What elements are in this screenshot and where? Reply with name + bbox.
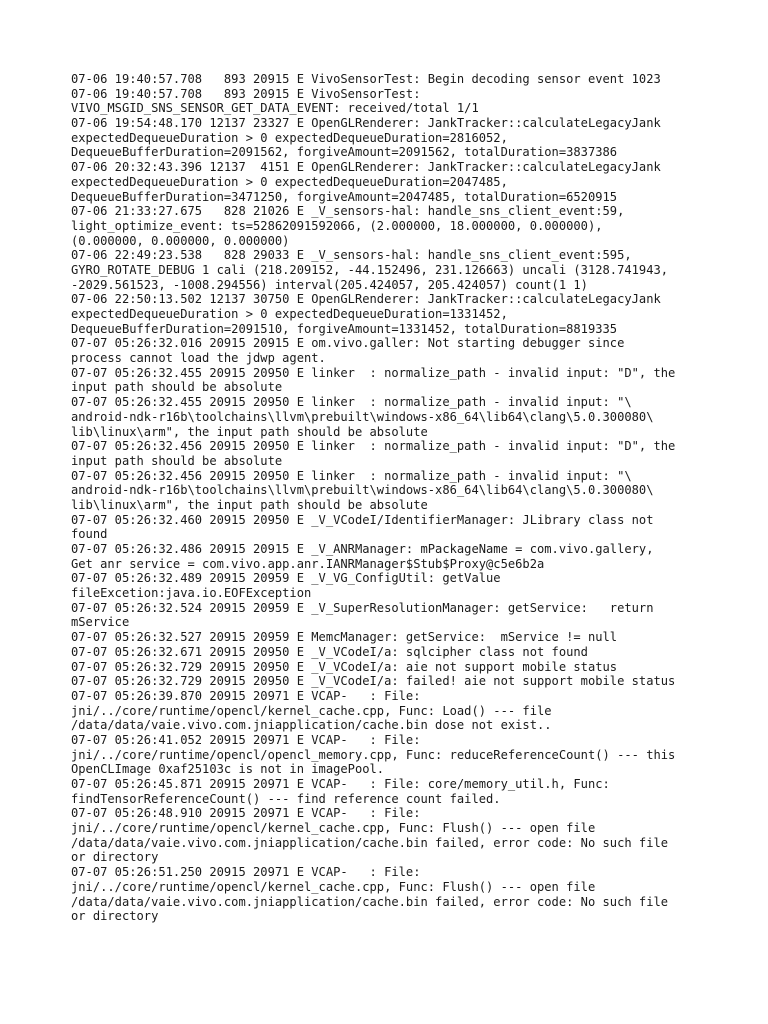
log-line: lib\linux\arm", the input path should be absolute (71, 424, 428, 439)
log-line: expectedDequeueDuration > 0 expectedDequeueDuration=2047485, (71, 174, 508, 189)
log-line: findTensorReferenceCount() --- find reference count failed. (71, 791, 501, 806)
log-line: 07-07 05:26:32.524 20915 20959 E _V_SuperResolutionManager: getService: return (71, 600, 654, 615)
log-line: or directory (71, 850, 159, 865)
log-line: 07-07 05:26:32.456 20915 20950 E linker : normalize_path - invalid input: "D", the (71, 439, 676, 454)
log-line: 07-07 05:26:32.460 20915 20950 E _V_VCodeI/IdentifierManager: JLibrary class not (71, 512, 654, 527)
log-text-block (71, 72, 711, 924)
log-line: jni/../core/runtime/opencl/kernel_cache.cpp, Func: Flush() --- open file (71, 821, 596, 836)
log-line: expectedDequeueDuration > 0 expectedDequeueDuration=1331452, (71, 307, 508, 321)
log-line: 07-07 05:26:39.870 20915 20971 E VCAP- : File: (71, 688, 421, 703)
log-line: 07-07 05:26:41.052 20915 20971 E VCAP- : File: (71, 732, 421, 747)
log-line: 07-07 05:26:32.671 20915 20950 E _V_VCodeI/a: sqlcipher class not found (71, 644, 588, 659)
log-line: process cannot load the jdwp agent. (71, 351, 326, 366)
log-line: 07-06 22:49:23.538 828 29033 E _V_sensors-hal: handle_sns_client_event:595, (71, 248, 632, 263)
log-line: 07-07 05:26:32.486 20915 20915 E _V_ANRManager: mPackageName = com.vivo.gallery, (71, 542, 654, 556)
log-line: 07-07 05:26:45.871 20915 20971 E VCAP- : File: core/memory_util.h, Func: (71, 777, 610, 791)
log-line: 07-07 05:26:32.016 20915 20915 E om.vivo.galler: Not starting debugger since (71, 336, 625, 351)
log-line: DequeueBufferDuration=2091562, forgiveAmount=2091562, totalDuration=3837386 (71, 145, 618, 160)
log-line: 07-06 20:32:43.396 12137 4151 E OpenGLRenderer: JankTracker::calculateLegacyJank (71, 160, 661, 175)
log-line: jni/../core/runtime/opencl/kernel_cache.cpp, Func: Flush() --- open file (71, 879, 596, 894)
log-line: 07-07 05:26:32.455 20915 20950 E linker : normalize_path - invalid input: "\ (71, 395, 632, 410)
log-line: 07-07 05:26:32.729 20915 20950 E _V_VCodeI/a: failed! aie not support mobile status (71, 674, 676, 689)
log-line: 07-07 05:26:32.729 20915 20950 E _V_VCodeI/a: aie not support mobile status (71, 659, 618, 674)
log-line: or directory (71, 909, 159, 924)
log-line: jni/../core/runtime/opencl/kernel_cache.cpp, Func: Load() --- file (71, 703, 552, 718)
log-line: 07-06 21:33:27.675 828 21026 E _V_sensors-hal: handle_sns_client_event:59, (71, 204, 625, 219)
log-line: 07-06 19:54:48.170 12137 23327 E OpenGLRenderer: JankTracker::calculateLegacyJank (71, 116, 661, 131)
log-line: 07-07 05:26:48.910 20915 20971 E VCAP- : File: (71, 806, 421, 821)
log-line: expectedDequeueDuration > 0 expectedDequeueDuration=2816052, (71, 130, 508, 145)
log-line: 07-07 05:26:32.456 20915 20950 E linker : normalize_path - invalid input: "\ (71, 468, 632, 483)
log-line: DequeueBufferDuration=2091510, forgiveAmount=1331452, totalDuration=8819335 (71, 321, 618, 336)
log-line: -2029.561523, -1008.294556) interval(205.424057, 205.424057) count(1 1) (71, 277, 588, 292)
log-line: (0.000000, 0.000000, 0.000000) (71, 233, 290, 248)
log-line: light_optimize_event: ts=52862091592066, (2.000000, 18.000000, 0.000000), (71, 218, 603, 233)
log-line: android-ndk-r16b\toolchains\llvm\prebuilt\windows-x86_64\lib64\clang\5.0.300080\ (71, 409, 654, 424)
log-line: 07-07 05:26:32.489 20915 20959 E _V_VG_ConfigUtil: getValue (71, 571, 501, 586)
log-line: mService (71, 615, 130, 630)
log-line: /data/data/vaie.vivo.com.jniapplication/cache.bin failed, error code: No such file (71, 894, 669, 909)
log-line: VIVO_MSGID_SNS_SENSOR_GET_DATA_EVENT: received/total 1/1 (71, 101, 479, 116)
log-line: found (71, 527, 108, 542)
log-document (71, 72, 711, 924)
log-line: 07-06 22:50:13.502 12137 30750 E OpenGLRenderer: JankTracker::calculateLegacyJank (71, 292, 661, 307)
log-line: 07-07 05:26:51.250 20915 20971 E VCAP- : File: (71, 865, 421, 880)
log-line: OpenCLImage 0xaf25103c is not in imagePool. (71, 762, 385, 777)
log-line: lib\linux\arm", the input path should be absolute (71, 497, 428, 512)
log-line: input path should be absolute (71, 380, 283, 395)
log-line: /data/data/vaie.vivo.com.jniapplication/cache.bin dose not exist.. (71, 718, 552, 733)
log-line: /data/data/vaie.vivo.com.jniapplication/cache.bin failed, error code: No such file (71, 835, 669, 850)
log-line: 07-07 05:26:32.455 20915 20950 E linker : normalize_path - invalid input: "D", the (71, 365, 676, 380)
log-line: GYRO_ROTATE_DEBUG 1 cali (218.209152, -44.152496, 231.126663) uncali (3128.741943, (71, 262, 669, 277)
log-line: DequeueBufferDuration=3471250, forgiveAmount=2047485, totalDuration=6520915 (71, 189, 618, 204)
log-line: jni/../core/runtime/opencl/opencl_memory.cpp, Func: reduceReferenceCount() --- this (71, 747, 676, 762)
log-line: 07-07 05:26:32.527 20915 20959 E MemcManager: getService: mService != null (71, 630, 618, 645)
log-line: 07-06 19:40:57.708 893 20915 E VivoSensorTest: Begin decoding sensor event 1023 (71, 72, 661, 86)
log-line: android-ndk-r16b\toolchains\llvm\prebuilt\windows-x86_64\lib64\clang\5.0.300080\ (71, 483, 654, 498)
log-line: input path should be absolute (71, 453, 283, 468)
log-line: Get anr service = com.vivo.app.anr.IANRManager$Stub$Proxy@c5e6b2a (71, 556, 545, 571)
log-line: fileExcetion:java.io.EOFException (71, 586, 312, 601)
log-line: 07-06 19:40:57.708 893 20915 E VivoSensorTest: (71, 86, 421, 101)
